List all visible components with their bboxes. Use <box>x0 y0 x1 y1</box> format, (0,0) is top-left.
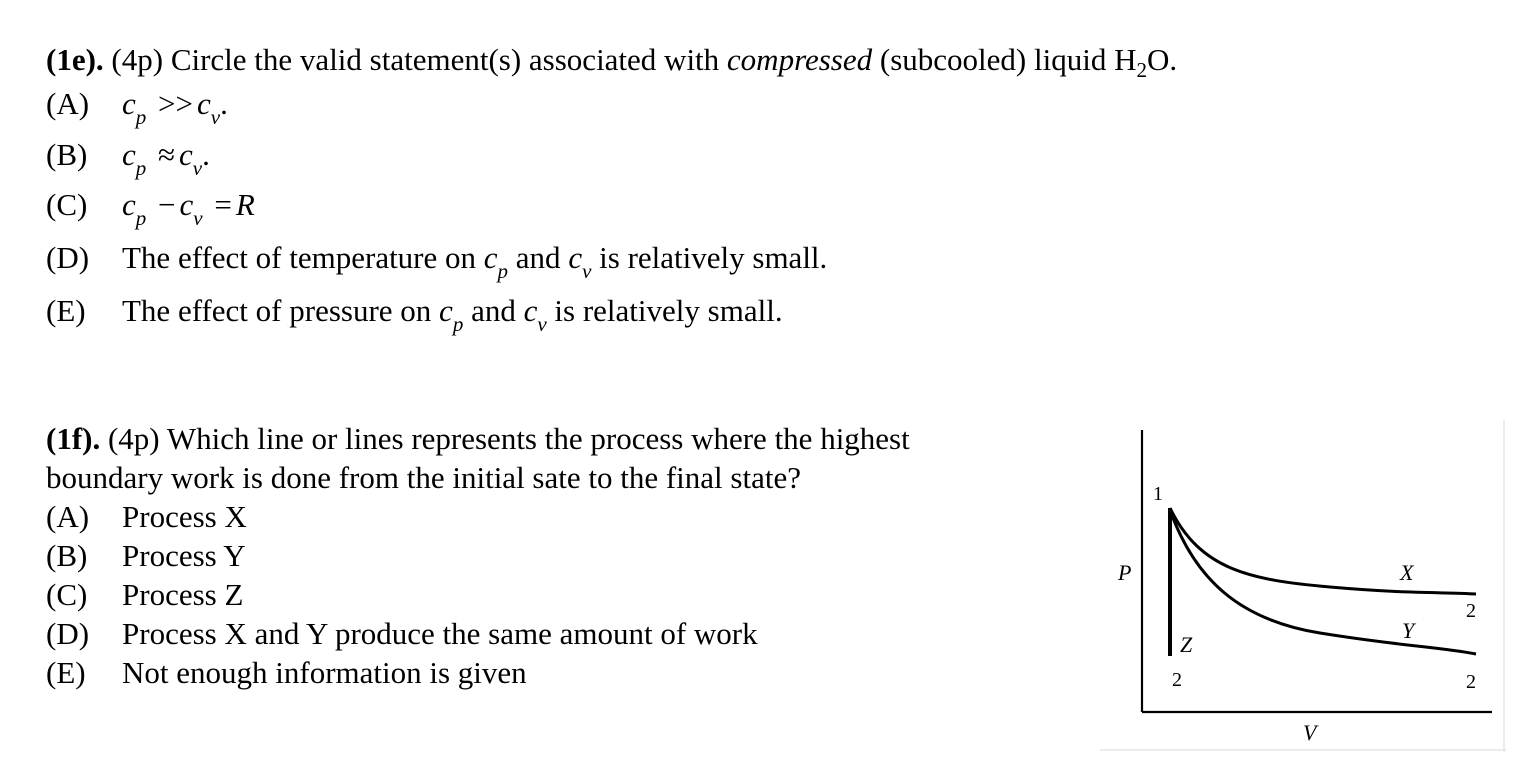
q1e-text-end: O. <box>1146 42 1178 77</box>
q1e-option-c[interactable] <box>46 187 255 230</box>
option-text: Process X and Y produce the same amount of work <box>122 616 758 651</box>
option-letter: (D) <box>46 616 90 651</box>
option-letter: (B) <box>46 137 88 172</box>
option-text: is relatively small. <box>599 240 828 275</box>
option-text: is relatively small. <box>554 293 783 328</box>
math-tail: . <box>220 86 228 121</box>
process-y-label: Y <box>1402 618 1415 643</box>
math-c: c <box>122 187 136 222</box>
math-c: c <box>179 187 194 222</box>
state-2-z-label: 2 <box>1172 669 1182 691</box>
q1f-option-e[interactable] <box>46 655 527 691</box>
math-equals: = <box>214 187 232 222</box>
math-c: c <box>122 137 136 172</box>
q1f-option-a[interactable] <box>46 499 247 535</box>
q1f-stem-line2 <box>46 460 801 496</box>
process-x-curve <box>1170 508 1476 594</box>
option-and: and <box>471 293 516 328</box>
q1f-text1: Which line or lines represents the process where the highest <box>166 421 910 456</box>
math-operator: − <box>158 187 176 222</box>
axis-p-label: P <box>1118 560 1132 585</box>
state-2-x-label: 2 <box>1466 600 1476 622</box>
q1f-stem-line1 <box>46 421 910 457</box>
option-and: and <box>515 240 561 275</box>
q1e-label: (1e). <box>46 42 104 77</box>
q1e-option-a[interactable] <box>46 86 228 129</box>
math-c: c <box>568 240 583 275</box>
process-y-curve <box>1170 510 1476 654</box>
math-operator: >> <box>158 86 193 121</box>
math-c: c <box>483 240 498 275</box>
math-tail: . <box>202 137 210 172</box>
q1f-option-d[interactable] <box>46 616 758 652</box>
option-letter: (E) <box>46 293 86 328</box>
option-letter: (C) <box>46 187 88 222</box>
q1e-text-italic: compressed <box>726 42 873 77</box>
q1e-option-b[interactable] <box>46 137 210 180</box>
math-r: R <box>235 187 255 222</box>
q1f-label: (1f). <box>46 421 101 456</box>
option-letter: (D) <box>46 240 90 275</box>
math-sub-v: v <box>582 259 592 283</box>
option-text: Process Z <box>122 577 244 612</box>
q1e-stem <box>46 42 1177 81</box>
q1f-points: (4p) <box>107 421 160 456</box>
q1f-option-b[interactable] <box>46 538 246 574</box>
math-sub-v: v <box>192 156 203 180</box>
math-sub-v: v <box>210 105 221 129</box>
q1e-text-before: Circle the valid statement(s) associated with <box>170 42 720 77</box>
axis-v-label: V <box>1303 720 1317 745</box>
q1e-option-e[interactable] <box>46 293 783 336</box>
math-c: c <box>179 137 193 172</box>
process-z-label: Z <box>1180 632 1193 657</box>
option-letter: (C) <box>46 577 88 612</box>
math-c: c <box>439 293 453 328</box>
option-text: Process X <box>122 499 247 534</box>
option-text: Not enough information is given <box>122 655 527 690</box>
option-text: The effect of pressure on <box>122 293 432 328</box>
q1f-option-c[interactable] <box>46 577 243 613</box>
q1e-points: (4p) <box>111 42 164 77</box>
math-sub-v: v <box>537 312 547 336</box>
q1e-h2o-sub: 2 <box>1136 58 1147 82</box>
q1e-text-after: (subcooled) liquid H <box>879 42 1137 77</box>
option-letter: (E) <box>46 655 86 690</box>
option-text: The effect of temperature on <box>122 240 477 275</box>
math-operator: ≈ <box>158 137 176 172</box>
option-letter: (A) <box>46 499 90 534</box>
q1e-option-d[interactable] <box>46 240 828 283</box>
math-c: c <box>122 86 136 121</box>
process-x-label: X <box>1400 560 1414 585</box>
math-sub-p: p <box>135 206 147 230</box>
pv-diagram <box>1100 420 1506 752</box>
math-c: c <box>523 293 538 328</box>
math-sub-v: v <box>193 206 203 230</box>
q1f-text2: boundary work is done from the initial sate to the final state? <box>46 460 801 495</box>
option-text: Process Y <box>122 538 246 573</box>
state-1-label: 1 <box>1153 483 1163 505</box>
option-letter: (B) <box>46 538 88 573</box>
option-letter: (A) <box>46 86 90 121</box>
math-sub-p: p <box>135 156 147 180</box>
math-sub-p: p <box>452 312 464 336</box>
math-sub-p: p <box>497 259 509 283</box>
state-2-y-label: 2 <box>1466 671 1476 693</box>
pv-diagram-svg <box>1100 420 1506 752</box>
math-sub-p: p <box>135 105 147 129</box>
math-c: c <box>196 86 211 121</box>
